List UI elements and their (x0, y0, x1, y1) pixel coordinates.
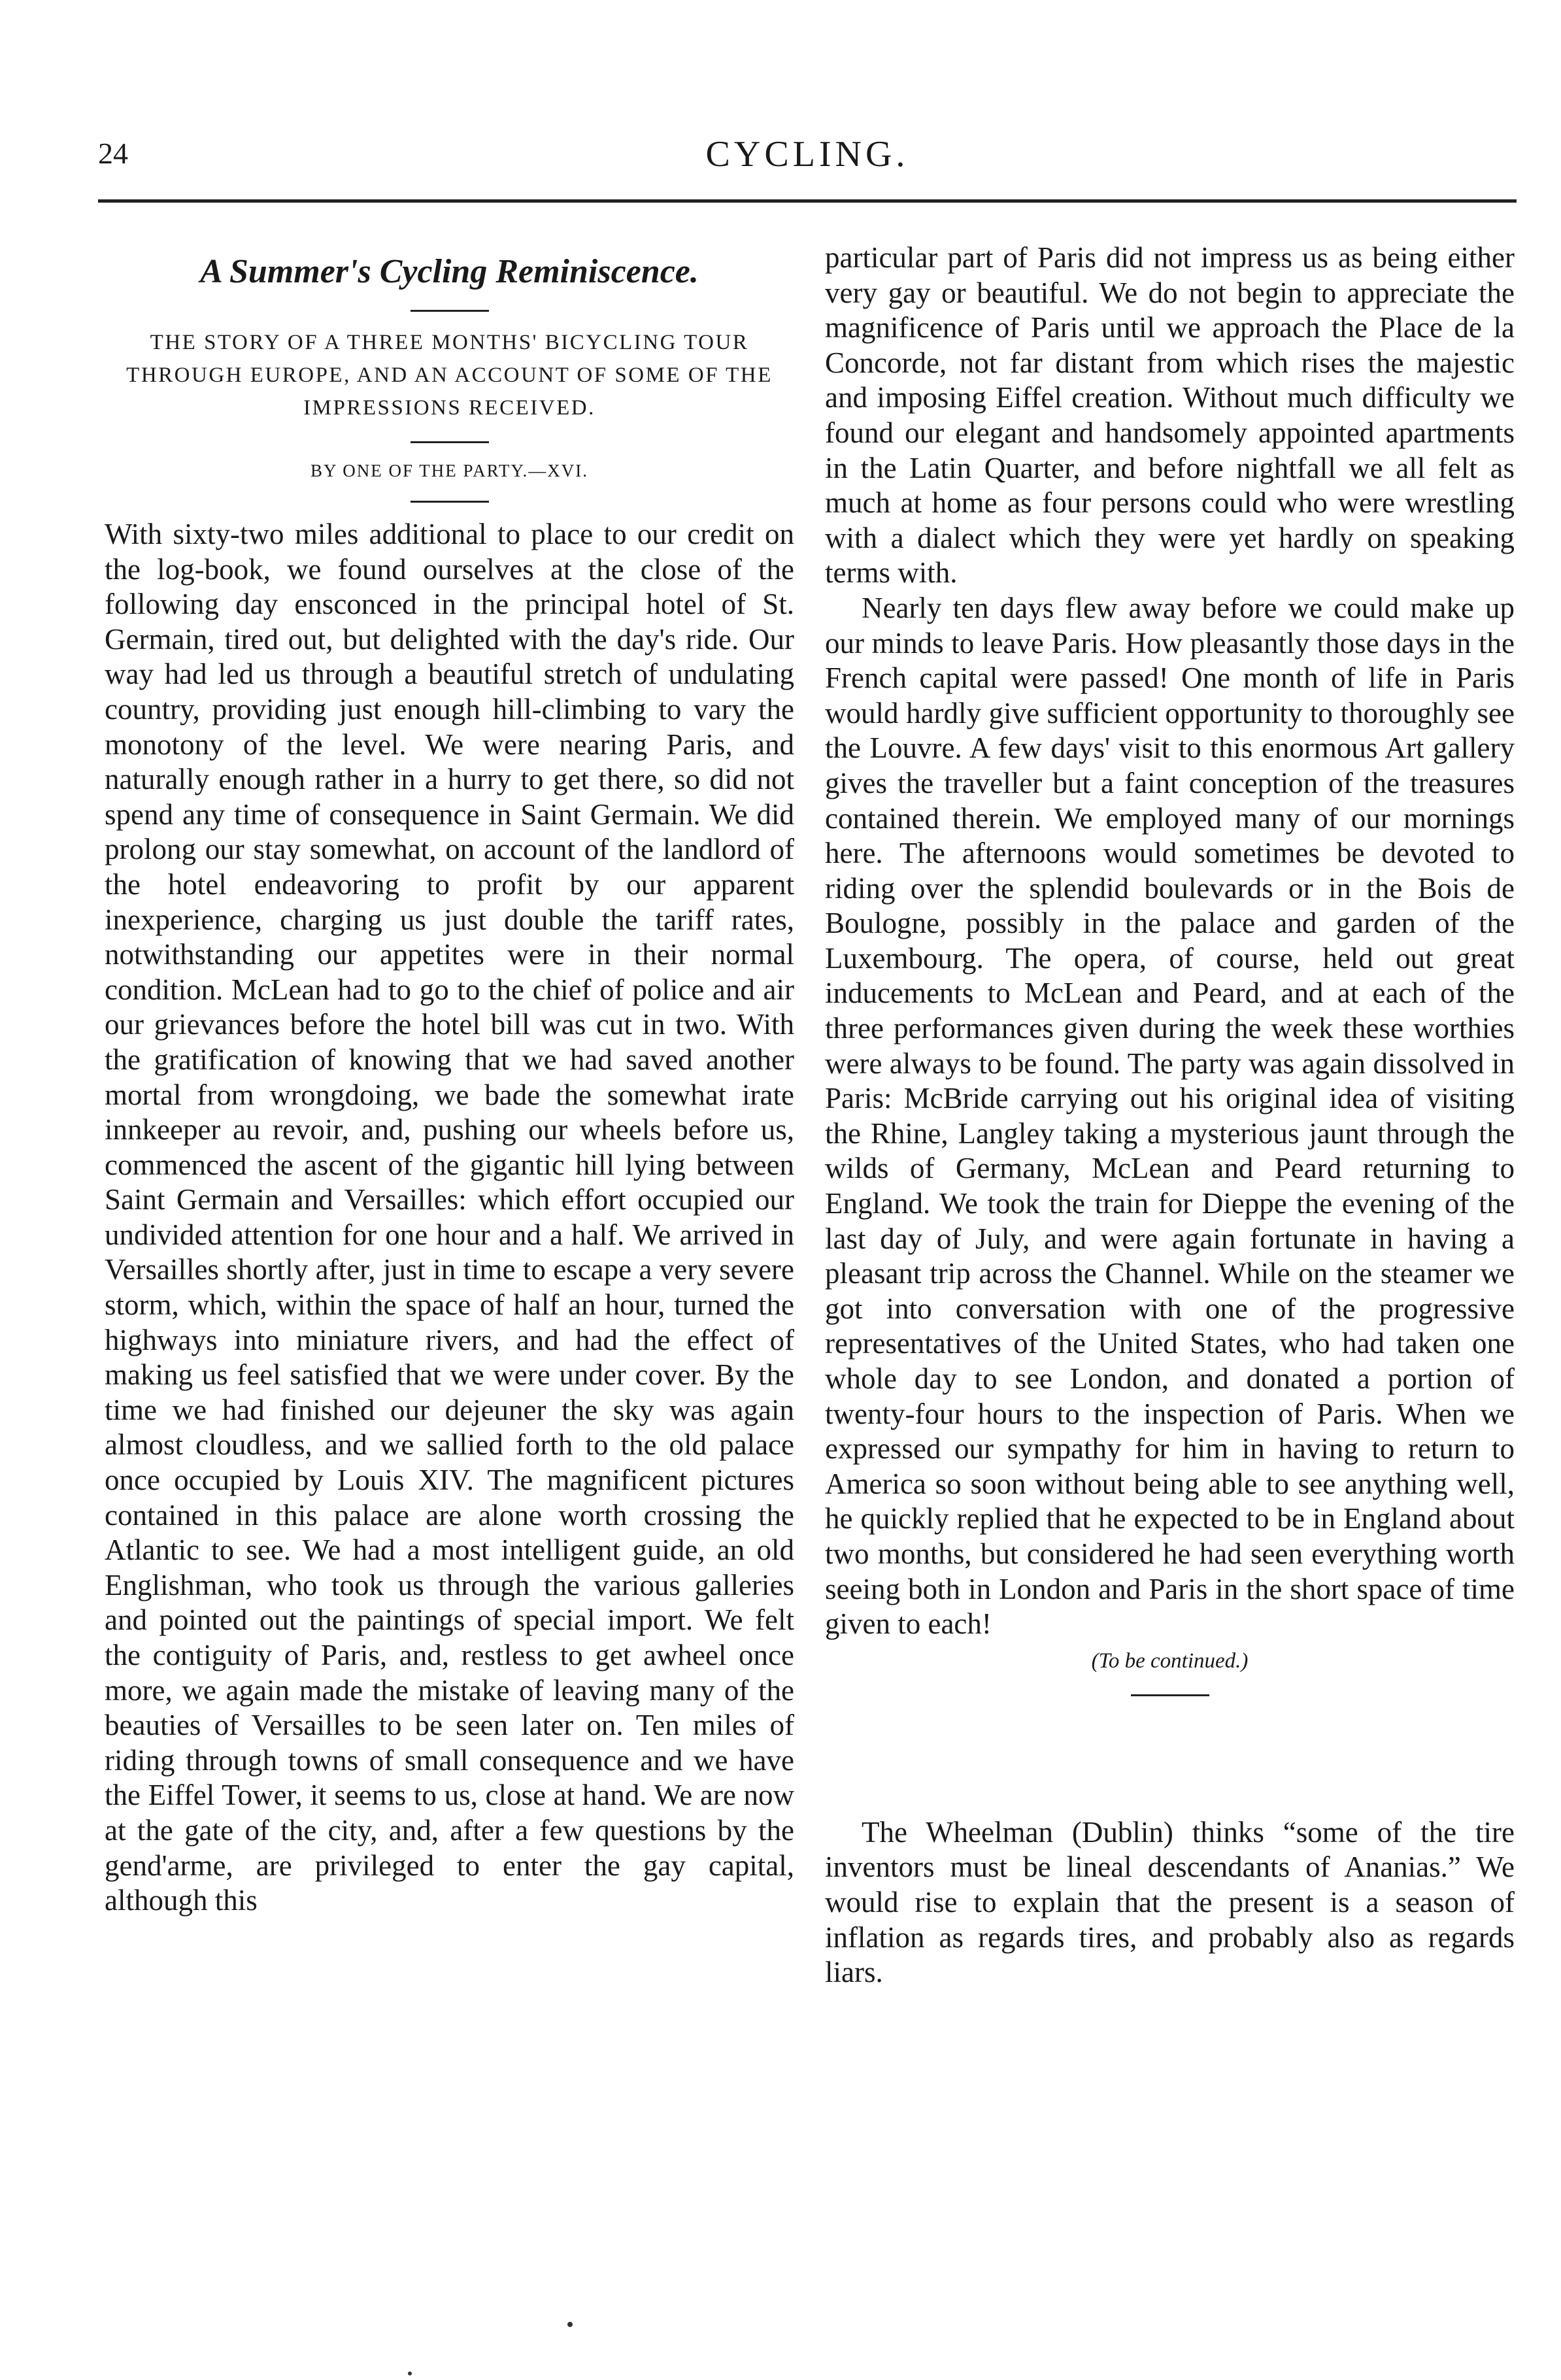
title-rule (411, 310, 489, 312)
article-paragraph: Nearly ten days flew away before we could make up our minds to leave Paris. How pleasantly those days in the French capital were passed! One month of life in Paris would hardly give sufficient opportunity to thoroughly see the Louvre. A few days' visit to this enormous Art gallery gives the traveller but a faint conception of the treasures contained therein. We employed many of our mornings here. The afternoons would sometimes be devoted to riding over the splendid boulevards or in the Bois de Boulogne, possibly in the palace and garden of the Luxembourg. The opera, of course, held out great inducements to McLean and Peard, and at each of the three performances given during the week these worthies were always to be found. The party was again dissolved in Paris: McBride carrying out his original idea of visiting the Rhine, Langley taking a mysterious jaunt through the wilds of Germany, McLean and Peard returning to England. We took the train for Dieppe the evening of the last day of July, and were again fortunate in having a pleasant trip across the Channel. While on the steamer we got into conversation with one of the progressive representatives of the United States, who had taken one whole day to see London, and donated a portion of twenty-four hours to the inspection of Paris. When we expressed our sympathy for him in having to return to America so soon without being able to see anything well, he quickly replied that he expected to be in England about two months, but considered he had seen everything worth seeing both in London and Paris in the short space of time given to each! (825, 591, 1515, 1641)
subtitle-rule (411, 441, 489, 443)
page-header (98, 124, 1517, 196)
article-title: A Summer's Cycling Reminiscence. (200, 253, 699, 290)
print-speck (408, 2372, 412, 2375)
section-rule (1131, 1694, 1209, 1696)
page-number: 24 (98, 137, 128, 170)
continued-note: (To be continued.) (1091, 1649, 1249, 1673)
header-rule (98, 199, 1517, 203)
print-speck (567, 2322, 573, 2327)
article-byline: BY ONE OF THE PARTY.—XVI. (311, 461, 588, 480)
left-column (105, 241, 794, 1919)
article-paragraph: particular part of Paris did not impress us as being either very gay or beautiful. We do not begin to appreciate the magnificence of Paris until we approach the Place de la Concorde, not far distant from which rises the majestic and imposing Eiffel creation. Without much difficulty we found our elegant and handsomely appointed apartments in the Latin Quarter, and before nightfall we all felt as much at home as four persons could who were wrestling with a dialect which they were yet hardly on speaking terms with. (825, 241, 1515, 590)
right-column (825, 241, 1515, 1990)
wheelman-note: The Wheelman (Dublin) thinks “some of the tire inventors must be lineal descendants of Ananias.” We would rise to explain that the present is a season of inflation as regards tires, and probably also as regards liars. (825, 1815, 1515, 1989)
byline-rule (411, 501, 489, 503)
article-paragraph: With sixty-two miles additional to place to our credit on the log-book, we found ourselves at the close of the following day ensconced in the principal hotel of St. Germain, tired out, but delighted with the day's ride. Our way had led us through a beautiful stretch of undulating country, providing just enough hill-climbing to vary the monotony of the level. We were nearing Paris, and naturally enough rather in a hurry to get there, so did not spend any time of consequence in Saint Germain. We did prolong our stay somewhat, on account of the landlord of the hotel endeavoring to profit by our apparent inexperience, charging us just double the tariff rates, notwithstanding our appetites were in their normal condition. McLean had to go to the chief of police and air our grievances before the hotel bill was cut in two. With the gratification of knowing that we had saved another mortal from wrongdoing, we bade the somewhat irate innkeeper au revoir, and, pushing our wheels before us, commenced the ascent of the gigantic hill lying between Saint Germain and Versailles: which effort occupied our undivided attention for one hour and a half. We arrived in Versailles shortly after, just in time to escape a very severe storm, which, within the space of half an hour, turned the highways into miniature rivers, and had the effect of making us feel satisfied that we were under cover. By the time we had finished our dejeuner the sky was again almost cloudless, and we sallied forth to the old palace once occupied by Louis XIV. The magnificent pictures contained in this palace are alone worth crossing the Atlantic to see. We had a most intelligent guide, an old Englishman, who took us through the various galleries and pointed out the paintings of special import. We felt the contiguity of Paris, and, restless to get awheel once more, we again made the mistake of leaving many of the beauties of Versailles to be seen later on. Ten miles of riding through towns of small consequence and we have the Eiffel Tower, it seems to us, close at hand. We are now at the gate of the city, and, after a few questions by the gend'arme, are privileged to enter the gay capital, although this (105, 518, 794, 1917)
article-subtitle: THE STORY OF A THREE MONTHS' BICYCLING TOUR THROUGH EUROPE, AND AN ACCOUNT OF SOME OF THE IMPRESSIONS RECEIVED. (126, 331, 773, 420)
journal-title: CYCLING. (705, 134, 909, 175)
